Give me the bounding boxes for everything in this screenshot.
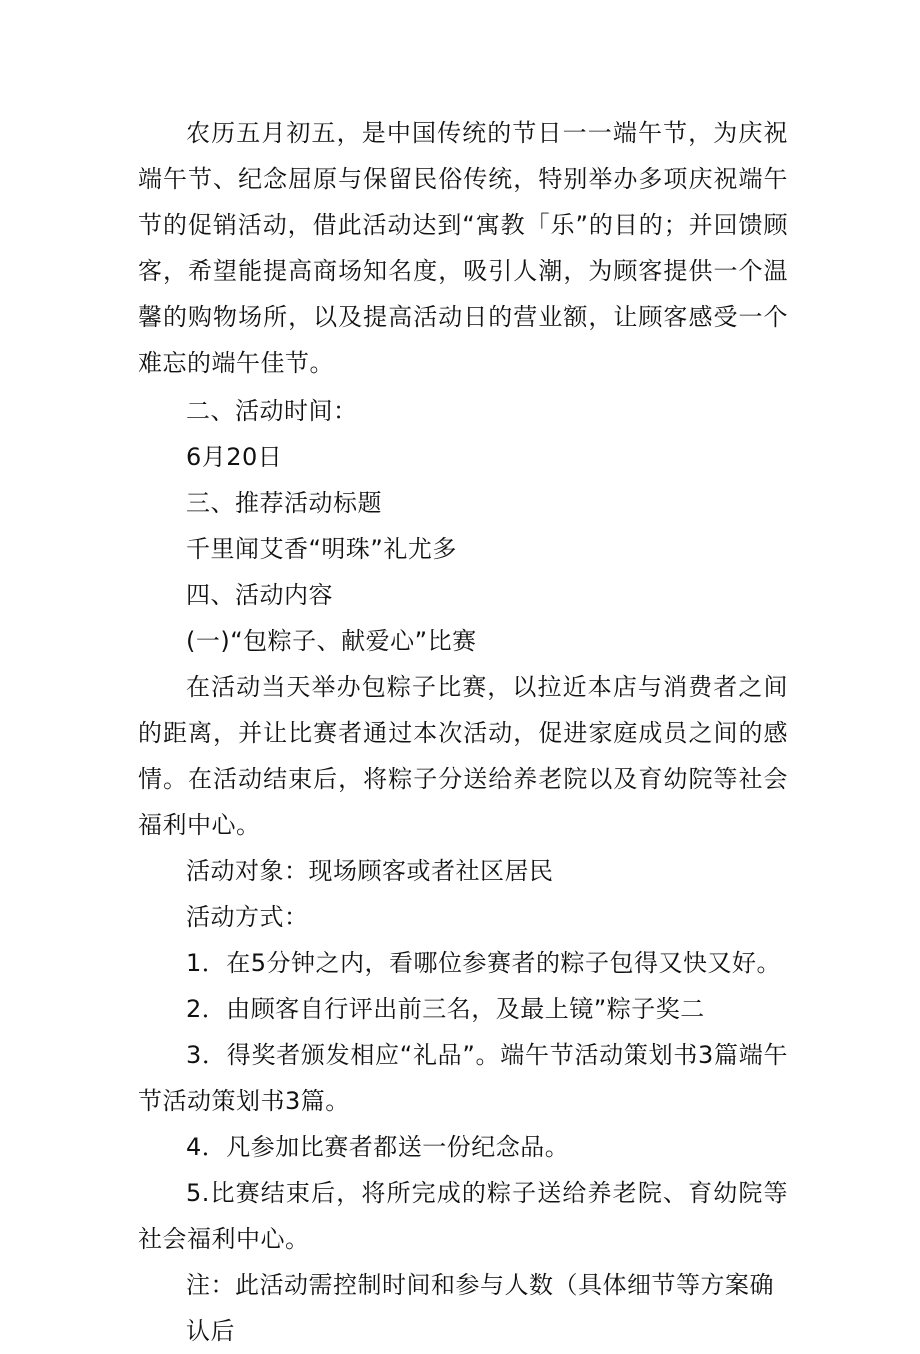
list-item-4: 4．凡参加比赛者都送一份纪念品。 xyxy=(186,1133,570,1161)
subsection-heading-contest: (一)“包粽子、献爱心”比赛 xyxy=(186,627,477,655)
list-item-5: 5.比赛结束后，将所完成的粽子送给养老院、育幼院等社会福利中心。 xyxy=(138,1179,788,1253)
activity-slogan: 千里闻艾香“明珠”礼尤多 xyxy=(186,535,457,563)
section-heading-title: 三、推荐活动标题 xyxy=(186,489,382,517)
list-item-2: 2．由顾客自行评出前三名，及最上镜”粽子奖二 xyxy=(186,995,705,1023)
activity-date: 6月20日 xyxy=(186,443,283,471)
list-item-1: 1．在5分钟之内，看哪位参赛者的粽子包得又快又好。 xyxy=(186,949,782,977)
section-heading-content: 四、活动内容 xyxy=(186,581,333,609)
note-line: 注：此活动需控制时间和参与人数（具体细节等方案确认后 xyxy=(186,1271,774,1345)
intro-paragraph: 农历五月初五，是中国传统的节日一一端午节，为庆祝端午节、纪念屈原与保留民俗传统，特别举办多项庆祝端午节的促销活动，借此活动达到“寓教「乐”的目的；并回馈顾客，希望能提高商场知名度，吸引人潮，为顾客提供一个温馨的购物场所，以及提高活动日的营业额，让顾客感受一个难忘的端午佳节。 xyxy=(138,119,788,377)
activity-method-label: 活动方式： xyxy=(186,903,309,931)
section-heading-time: 二、活动时间： xyxy=(186,397,358,425)
contest-description: 在活动当天举办包粽子比赛，以拉近本店与消费者之间的距离，并让比赛者通过本次活动，促进家庭成员之间的感情。在活动结束后，将粽子分送给养老院以及育幼院等社会福利中心。 xyxy=(138,673,788,839)
activity-audience: 活动对象：现场顾客或者社区居民 xyxy=(186,857,554,885)
list-item-3: 3．得奖者颁发相应“礼品”。端午节活动策划书3篇端午节活动策划书3篇。 xyxy=(138,1041,788,1115)
document-body xyxy=(138,110,788,1354)
